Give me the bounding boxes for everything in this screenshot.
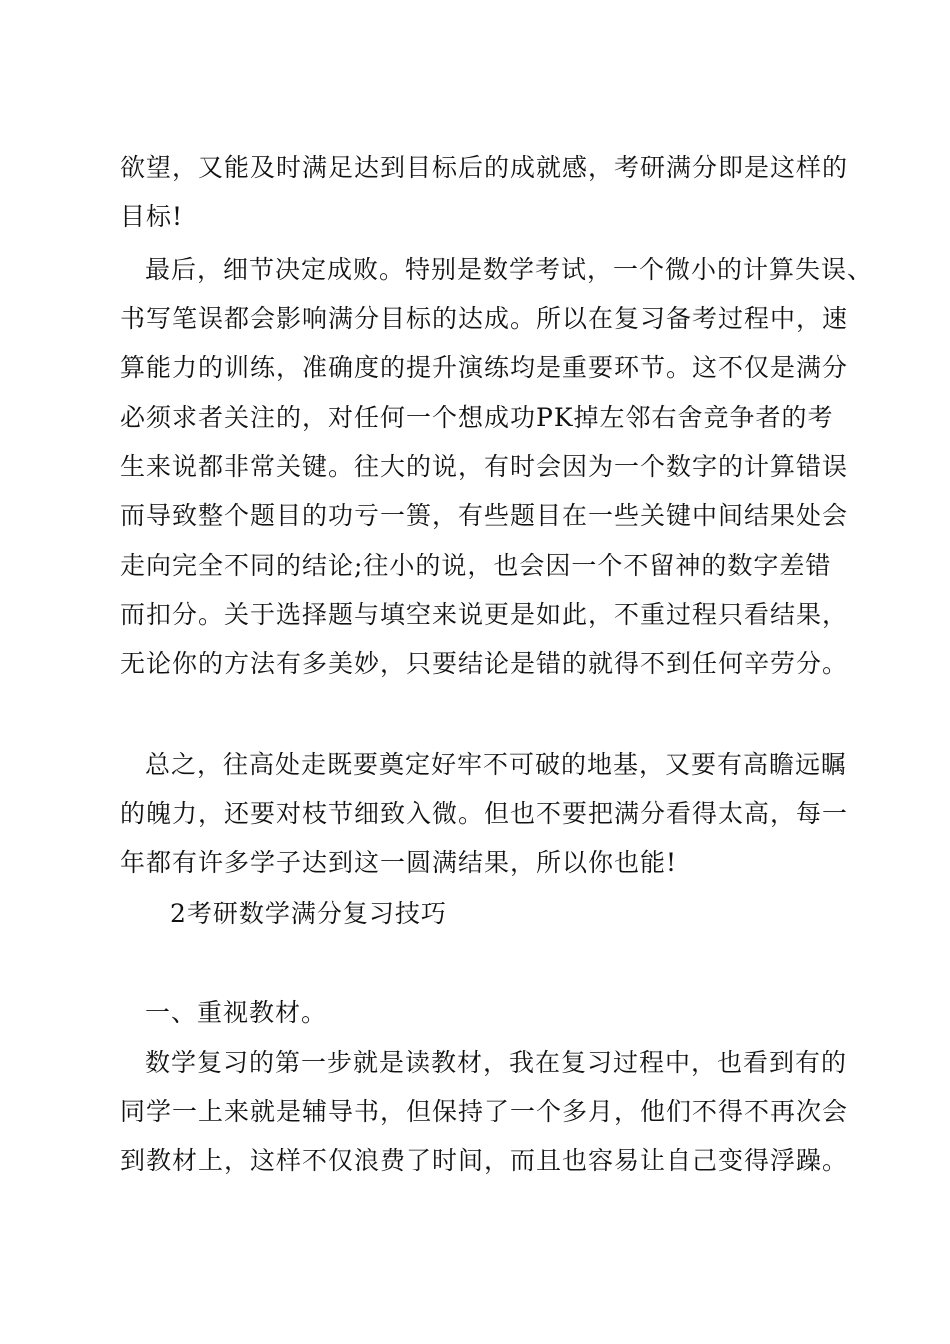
- text-line: 同学一上来就是辅导书，但保持了一个多月，他们不得不再次会: [120, 1097, 849, 1126]
- text-line: 生来说都非常关键。往大的说，有时会因为一个数字的计算错误: [120, 452, 849, 481]
- text-line: 无论你的方法有多美妙，只要结论是错的就得不到任何辛劳分。: [120, 649, 849, 678]
- text-line: 书写笔误都会影响满分目标的达成。所以在复习备考过程中，速: [120, 304, 849, 333]
- text-line: 欲望，又能及时满足达到目标后的成就感，考研满分即是这样的: [120, 153, 849, 182]
- text-line: 走向完全不同的结论;往小的说，也会因一个不留神的数字差错: [120, 551, 832, 580]
- text-line: 数学复习的第一步就是读教材，我在复习过程中，也看到有的: [145, 1048, 848, 1077]
- text-line: 年都有许多学子达到这一圆满结果，所以你也能!: [120, 848, 678, 877]
- text-line: 到教材上，这样不仅浪费了时间，而且也容易让自己变得浮躁。: [120, 1146, 849, 1175]
- subsection-heading: 一、重视教材。: [145, 998, 328, 1027]
- text-line: 总之，往高处走既要奠定好牢不可破的地基，又要有高瞻远瞩: [145, 750, 848, 779]
- text-line: 而导致整个题目的功亏一篑，有些题目在一些关键中间结果处会: [120, 501, 849, 530]
- text-line: 最后，细节决定成败。特别是数学考试，一个微小的计算失误、: [145, 255, 874, 284]
- text-line: 而扣分。关于选择题与填空来说更是如此，不重过程只看结果，: [120, 600, 849, 629]
- text-line: 算能力的训练，准确度的提升演练均是重要环节。这不仅是满分: [120, 353, 849, 382]
- text-line: 的魄力，还要对枝节细致入微。但也不要把满分看得太高，每一: [120, 799, 849, 828]
- section-heading: 2考研数学满分复习技巧: [170, 899, 447, 928]
- text-line: 必须求者关注的，对任何一个想成功PK掉左邻右舍竞争者的考: [120, 403, 834, 432]
- text-line: 目标!: [120, 202, 184, 231]
